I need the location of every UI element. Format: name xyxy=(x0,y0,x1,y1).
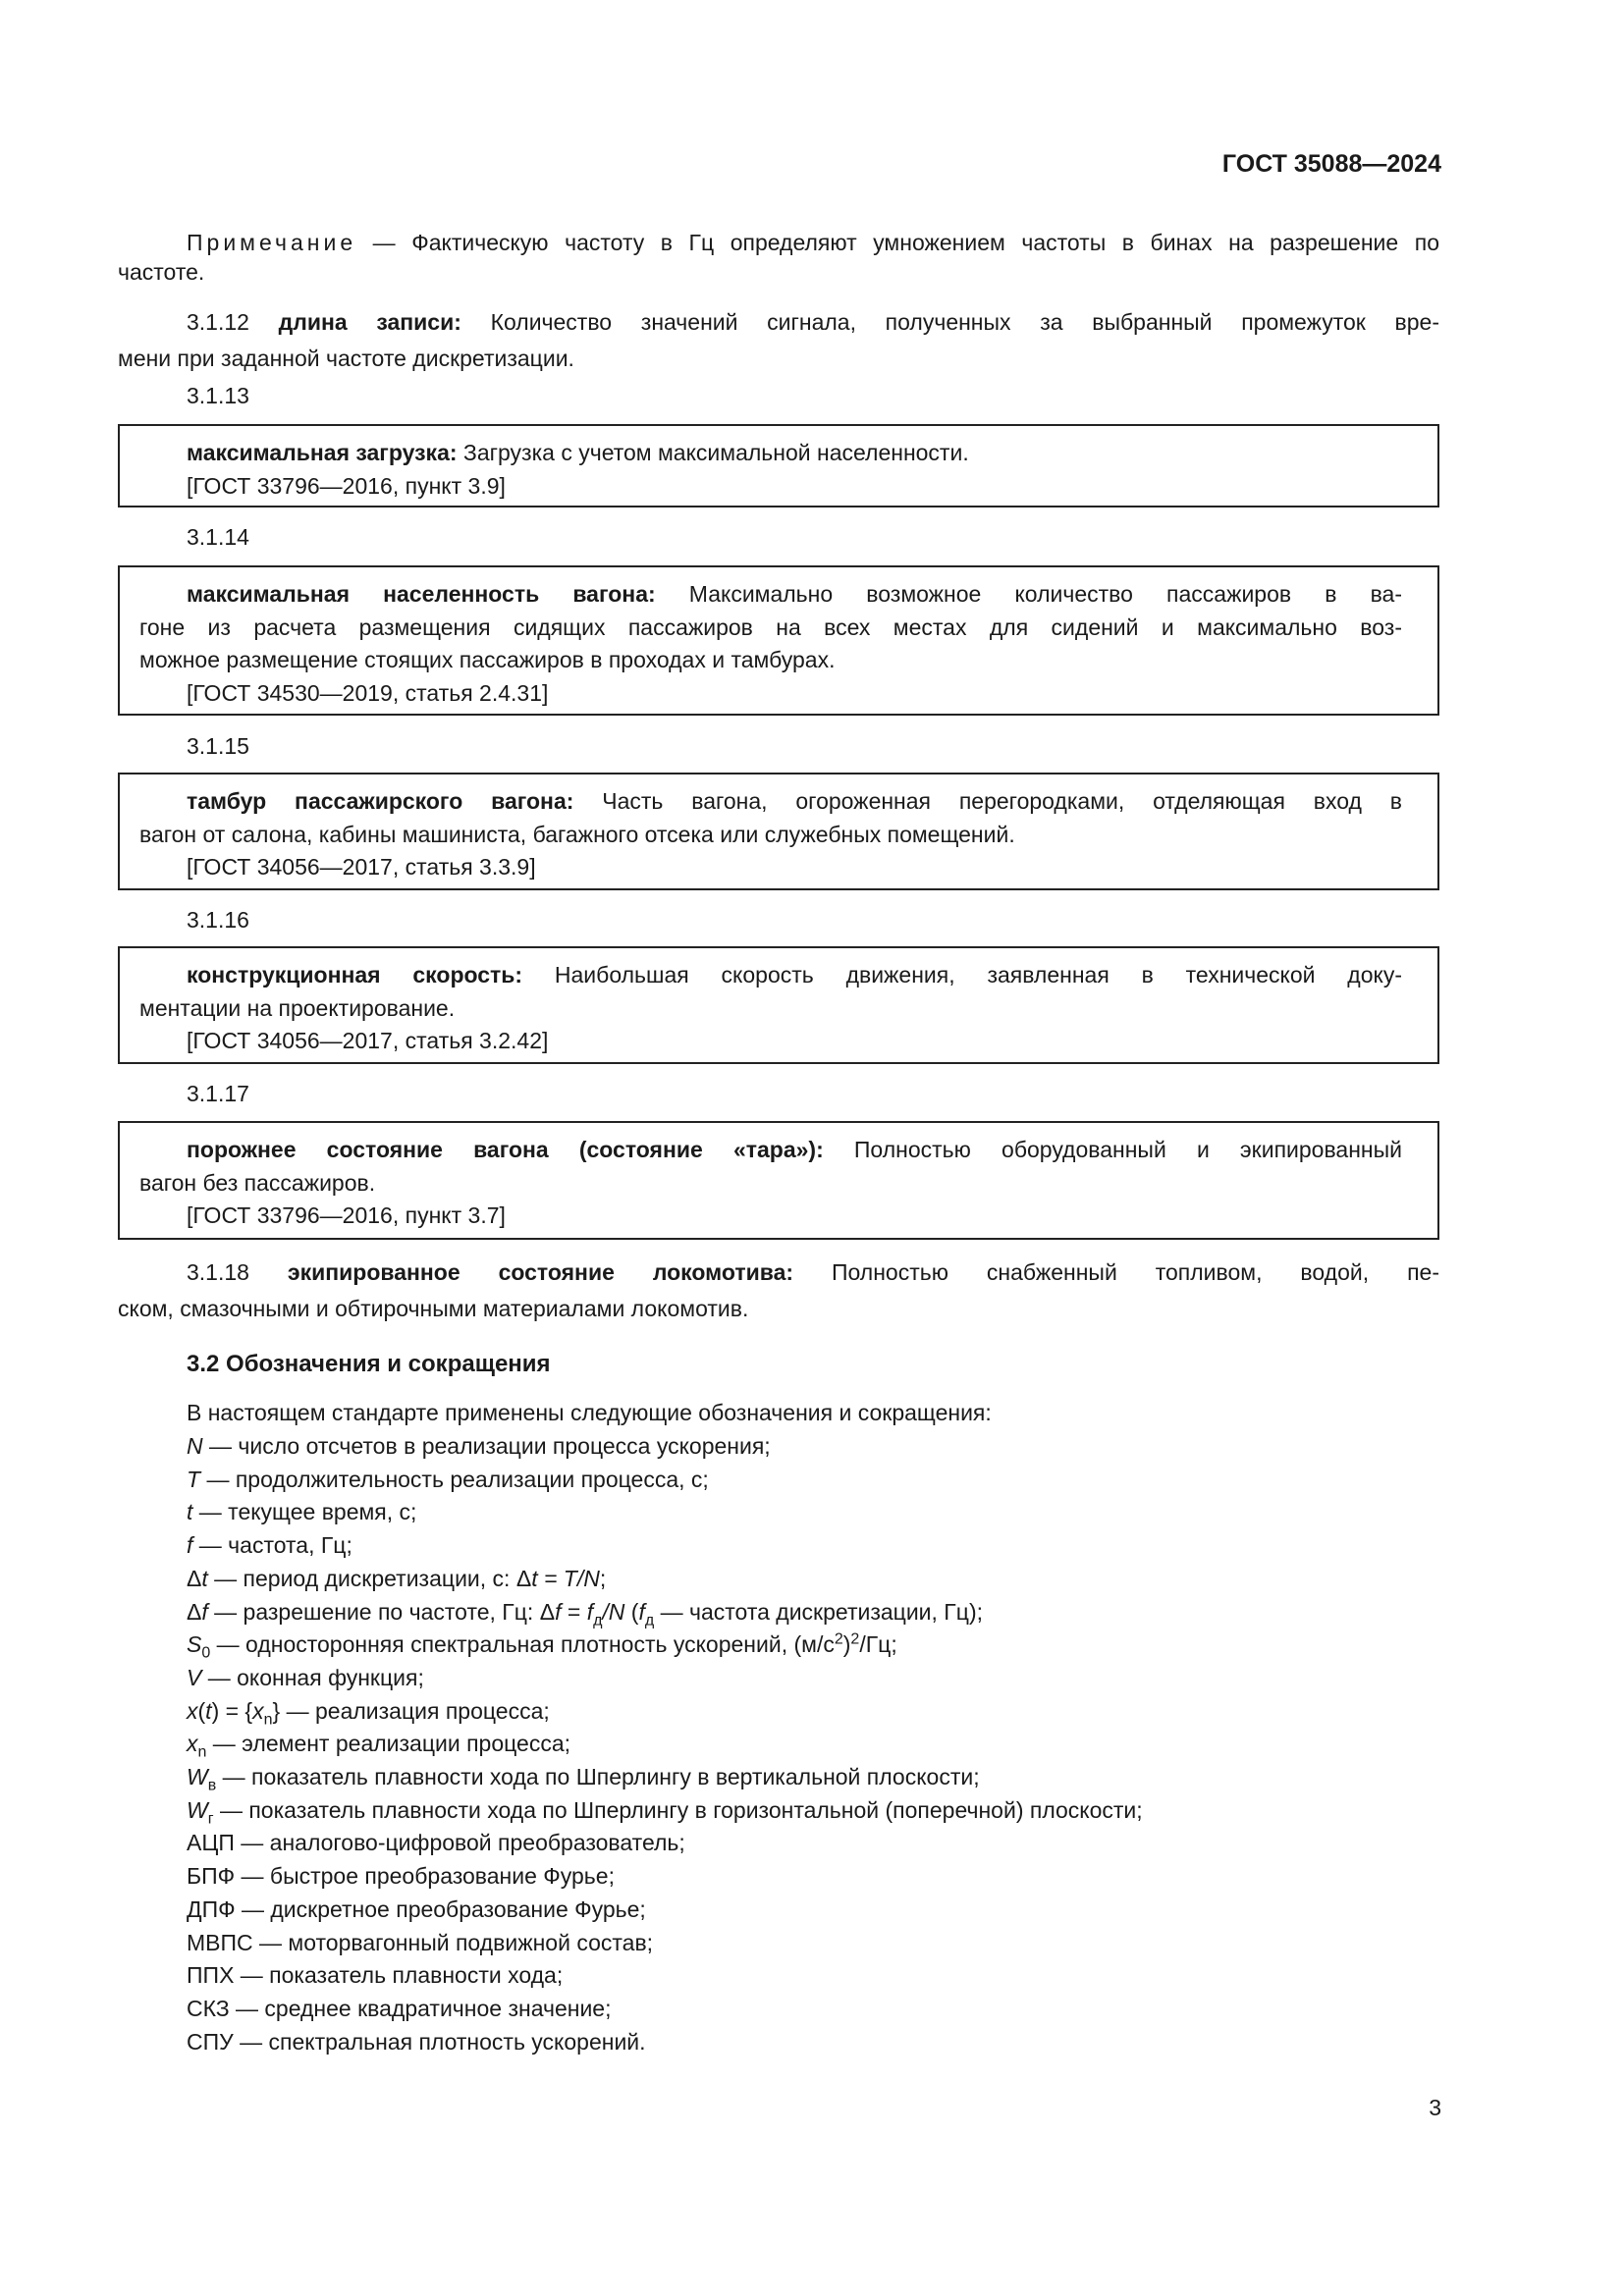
list-item-text: ( xyxy=(197,1697,206,1724)
list-item xyxy=(187,1595,983,1629)
term-definition-line xyxy=(139,818,1015,851)
list-item-text: г xyxy=(207,1810,214,1828)
list-item-text: Δ xyxy=(187,1598,202,1625)
list-item-text: f xyxy=(638,1598,645,1625)
list-item-text: T xyxy=(187,1466,201,1492)
list-item-text: — показатель плавности хода по Шперлингу в горизонтальной (поперечной) плоскости; xyxy=(213,1796,1143,1823)
list-item xyxy=(187,1826,685,1859)
list-item xyxy=(187,1859,615,1893)
list-item xyxy=(187,1992,612,2025)
term-name: максимальная населенность вагона: xyxy=(187,581,656,607)
term-box xyxy=(118,946,1439,1064)
list-item-text: — текущее время, с; xyxy=(192,1499,417,1525)
list-item-text: f xyxy=(586,1598,594,1625)
term-definition: ментации на проектирование. xyxy=(139,994,456,1021)
list-item-text: ДПФ — дискретное преобразование Фурье; xyxy=(187,1896,646,1922)
term-source-reference: [ГОСТ 33796—2016, пункт 3.7] xyxy=(187,1202,506,1228)
term-definition: Наибольшая скорость движения, заявленная в технической доку- xyxy=(522,962,1402,988)
term-3-1-18-line-2: ском, смазочными и обтирочными материалами локомотив. xyxy=(118,1296,749,1321)
term-definition: Количество значений сигнала, полученных за выбранный промежуток вре- xyxy=(460,309,1440,335)
list-item-text: S xyxy=(187,1631,202,1658)
list-item xyxy=(187,1463,709,1496)
list-item-text: ( xyxy=(624,1598,639,1625)
term-source-reference: [ГОСТ 34056—2017, статья 3.3.9] xyxy=(187,854,536,880)
term-definition: Загрузка с учетом максимальной населенности. xyxy=(457,440,969,465)
term-name: экипированное состояние локомотива: xyxy=(287,1259,794,1285)
term-definition: Полностью оборудованный и экипированный xyxy=(823,1137,1403,1162)
list-item xyxy=(187,1893,646,1926)
list-item-text: — продолжительность реализации процесса, с; xyxy=(200,1466,709,1492)
list-item-text: ; xyxy=(599,1565,607,1591)
list-item-text: V xyxy=(187,1664,202,1690)
list-item-text: СКЗ — среднее квадратичное значение; xyxy=(187,1995,612,2021)
list-item-text: — оконная функция; xyxy=(201,1664,424,1690)
note-text: — Фактическую частоту в Гц определяют умножением частоты в бинах на разрешение по xyxy=(356,230,1439,255)
term-number: 3.1.17 xyxy=(187,1081,249,1106)
term-name: тамбур пассажирского вагона: xyxy=(187,788,574,814)
list-item-text: = xyxy=(561,1598,587,1625)
list-item xyxy=(187,1926,653,1959)
term-definition-line xyxy=(187,577,1402,611)
list-item-text: f xyxy=(555,1598,562,1625)
list-item-text: f xyxy=(201,1598,208,1625)
term-name: порожнее состояние вагона (состояние «тара»): xyxy=(187,1137,824,1162)
term-definition-line xyxy=(139,643,835,676)
list-item-text: МВПС — моторвагонный подвижной состав; xyxy=(187,1929,654,1955)
list-item-text: 2 xyxy=(850,1630,860,1648)
term-definition-line xyxy=(187,958,1402,991)
term-number: 3.1.18 xyxy=(187,1259,288,1285)
list-item-text: — разрешение по частоте, Гц: Δ xyxy=(207,1598,556,1625)
term-3-1-12 xyxy=(187,305,1439,339)
list-item xyxy=(187,1661,424,1694)
list-item-text: БПФ — быстрое преобразование Фурье; xyxy=(187,1863,615,1890)
term-definition: гоне из расчета размещения сидящих пассажиров на всех местах для сидений и максимально воз- xyxy=(139,614,1402,640)
list-item-text: — период дискретизации, с: Δ xyxy=(207,1565,532,1591)
term-number: 3.1.13 xyxy=(187,383,249,408)
note-label: Примечание xyxy=(187,230,357,255)
term-number: 3.1.14 xyxy=(187,524,249,550)
list-item-text: АЦП — аналогово-цифровой преобразователь; xyxy=(187,1830,685,1856)
term-definition-line xyxy=(187,784,1402,818)
list-item xyxy=(187,1495,416,1528)
term-definition: вагон от салона, кабины машиниста, багажного отсека или служебных помещений. xyxy=(139,821,1015,847)
list-item xyxy=(187,1528,352,1562)
list-item-text: в xyxy=(207,1777,217,1794)
term-definition-line xyxy=(187,436,969,469)
list-item-text: — число отсчетов в реализации процесса ускорения; xyxy=(202,1433,771,1459)
term-number: 3.1.12 xyxy=(187,309,279,335)
list-item xyxy=(187,1429,771,1463)
list-item xyxy=(187,1958,563,1992)
term-box xyxy=(118,773,1439,890)
list-item-text: x xyxy=(252,1697,264,1724)
list-item-text: /Гц; xyxy=(859,1631,897,1658)
list-item-text: n xyxy=(263,1711,273,1729)
term-definition-line xyxy=(187,1133,1402,1166)
term-box xyxy=(118,565,1439,716)
list-item xyxy=(187,1727,570,1760)
list-item-text: 0 xyxy=(201,1644,211,1662)
term-number: 3.1.16 xyxy=(187,907,249,933)
list-item xyxy=(187,1562,606,1595)
list-item-text: ) xyxy=(842,1631,851,1658)
list-item-text: N xyxy=(187,1433,203,1459)
term-source-reference: [ГОСТ 34056—2017, статья 3.2.42] xyxy=(187,1028,549,1053)
list-item-text: Δ xyxy=(187,1565,202,1591)
list-item xyxy=(187,1628,897,1661)
list-item-text: ППХ — показатель плавности хода; xyxy=(187,1962,564,1989)
document-header: ГОСТ 35088—2024 xyxy=(1221,150,1441,178)
term-definition: Часть вагона, огороженная перегородками, отделяющая вход в xyxy=(573,788,1402,814)
list-item-text: — частота дискретизации, Гц); xyxy=(654,1598,983,1625)
list-item xyxy=(187,2025,646,2058)
section-intro: В настоящем стандарте применены следующие обозначения и сокращения: xyxy=(187,1400,992,1425)
term-3-1-18 xyxy=(187,1255,1439,1289)
list-item xyxy=(187,1760,980,1793)
list-item-text: } — реализация процесса; xyxy=(272,1697,550,1724)
list-item-text: t xyxy=(187,1499,193,1525)
list-item xyxy=(187,1793,1143,1827)
list-item-text: 2 xyxy=(834,1630,843,1648)
term-definition: Полностью снабженный топливом, водой, пе- xyxy=(793,1259,1439,1285)
term-name: конструкционная скорость: xyxy=(187,962,523,988)
term-source-reference: [ГОСТ 34530—2019, статья 2.4.31] xyxy=(187,679,549,706)
list-item-text: — частота, Гц; xyxy=(192,1532,352,1559)
list-item-text: д xyxy=(593,1612,603,1629)
term-3-1-12-line-2: мени при заданной частоте дискретизации. xyxy=(118,346,574,371)
note-line-2: частоте. xyxy=(118,259,205,285)
page-number: 3 xyxy=(1429,2095,1441,2120)
term-definition: вагон без пассажиров. xyxy=(139,1169,376,1196)
term-name: максимальная загрузка: xyxy=(187,440,458,465)
list-item-text: f xyxy=(187,1532,193,1559)
list-item-text: — односторонняя спектральная плотность ускорений, (м/с xyxy=(210,1631,835,1658)
list-item-text: СПУ — спектральная плотность ускорений. xyxy=(187,2028,646,2055)
list-item-text: W xyxy=(187,1764,208,1789)
list-item-text: t xyxy=(201,1565,208,1591)
list-item-text: x xyxy=(187,1697,198,1724)
list-item-text: /N xyxy=(602,1598,625,1625)
term-definition-line xyxy=(139,1166,375,1200)
section-title: 3.2 Обозначения и сокращения xyxy=(187,1351,551,1377)
list-item-text: W xyxy=(187,1796,208,1823)
list-item-text: t xyxy=(205,1697,212,1724)
term-definition-line xyxy=(139,611,1402,644)
term-definition: Максимально возможное количество пассажиров в ва- xyxy=(655,581,1402,607)
term-name: длина записи: xyxy=(278,309,461,335)
list-item-text: x xyxy=(187,1731,198,1757)
list-item-text: — элемент реализации процесса; xyxy=(206,1731,571,1757)
list-item-text: д xyxy=(644,1612,655,1629)
term-definition-line xyxy=(139,991,455,1025)
list-item-text: n xyxy=(197,1743,207,1761)
term-box xyxy=(118,424,1439,507)
note-line-1 xyxy=(187,226,1439,259)
term-source-reference: [ГОСТ 33796—2016, пункт 3.9] xyxy=(187,472,506,499)
list-item-text: — показатель плавности хода по Шперлингу в вертикальной плоскости; xyxy=(216,1764,980,1789)
list-item-text: ) = { xyxy=(211,1697,253,1724)
list-item xyxy=(187,1694,550,1728)
term-number: 3.1.15 xyxy=(187,733,249,759)
term-box xyxy=(118,1121,1439,1240)
term-definition: можное размещение стоящих пассажиров в проходах и тамбурах. xyxy=(139,647,836,672)
list-item-text: t = T/N xyxy=(531,1565,600,1591)
